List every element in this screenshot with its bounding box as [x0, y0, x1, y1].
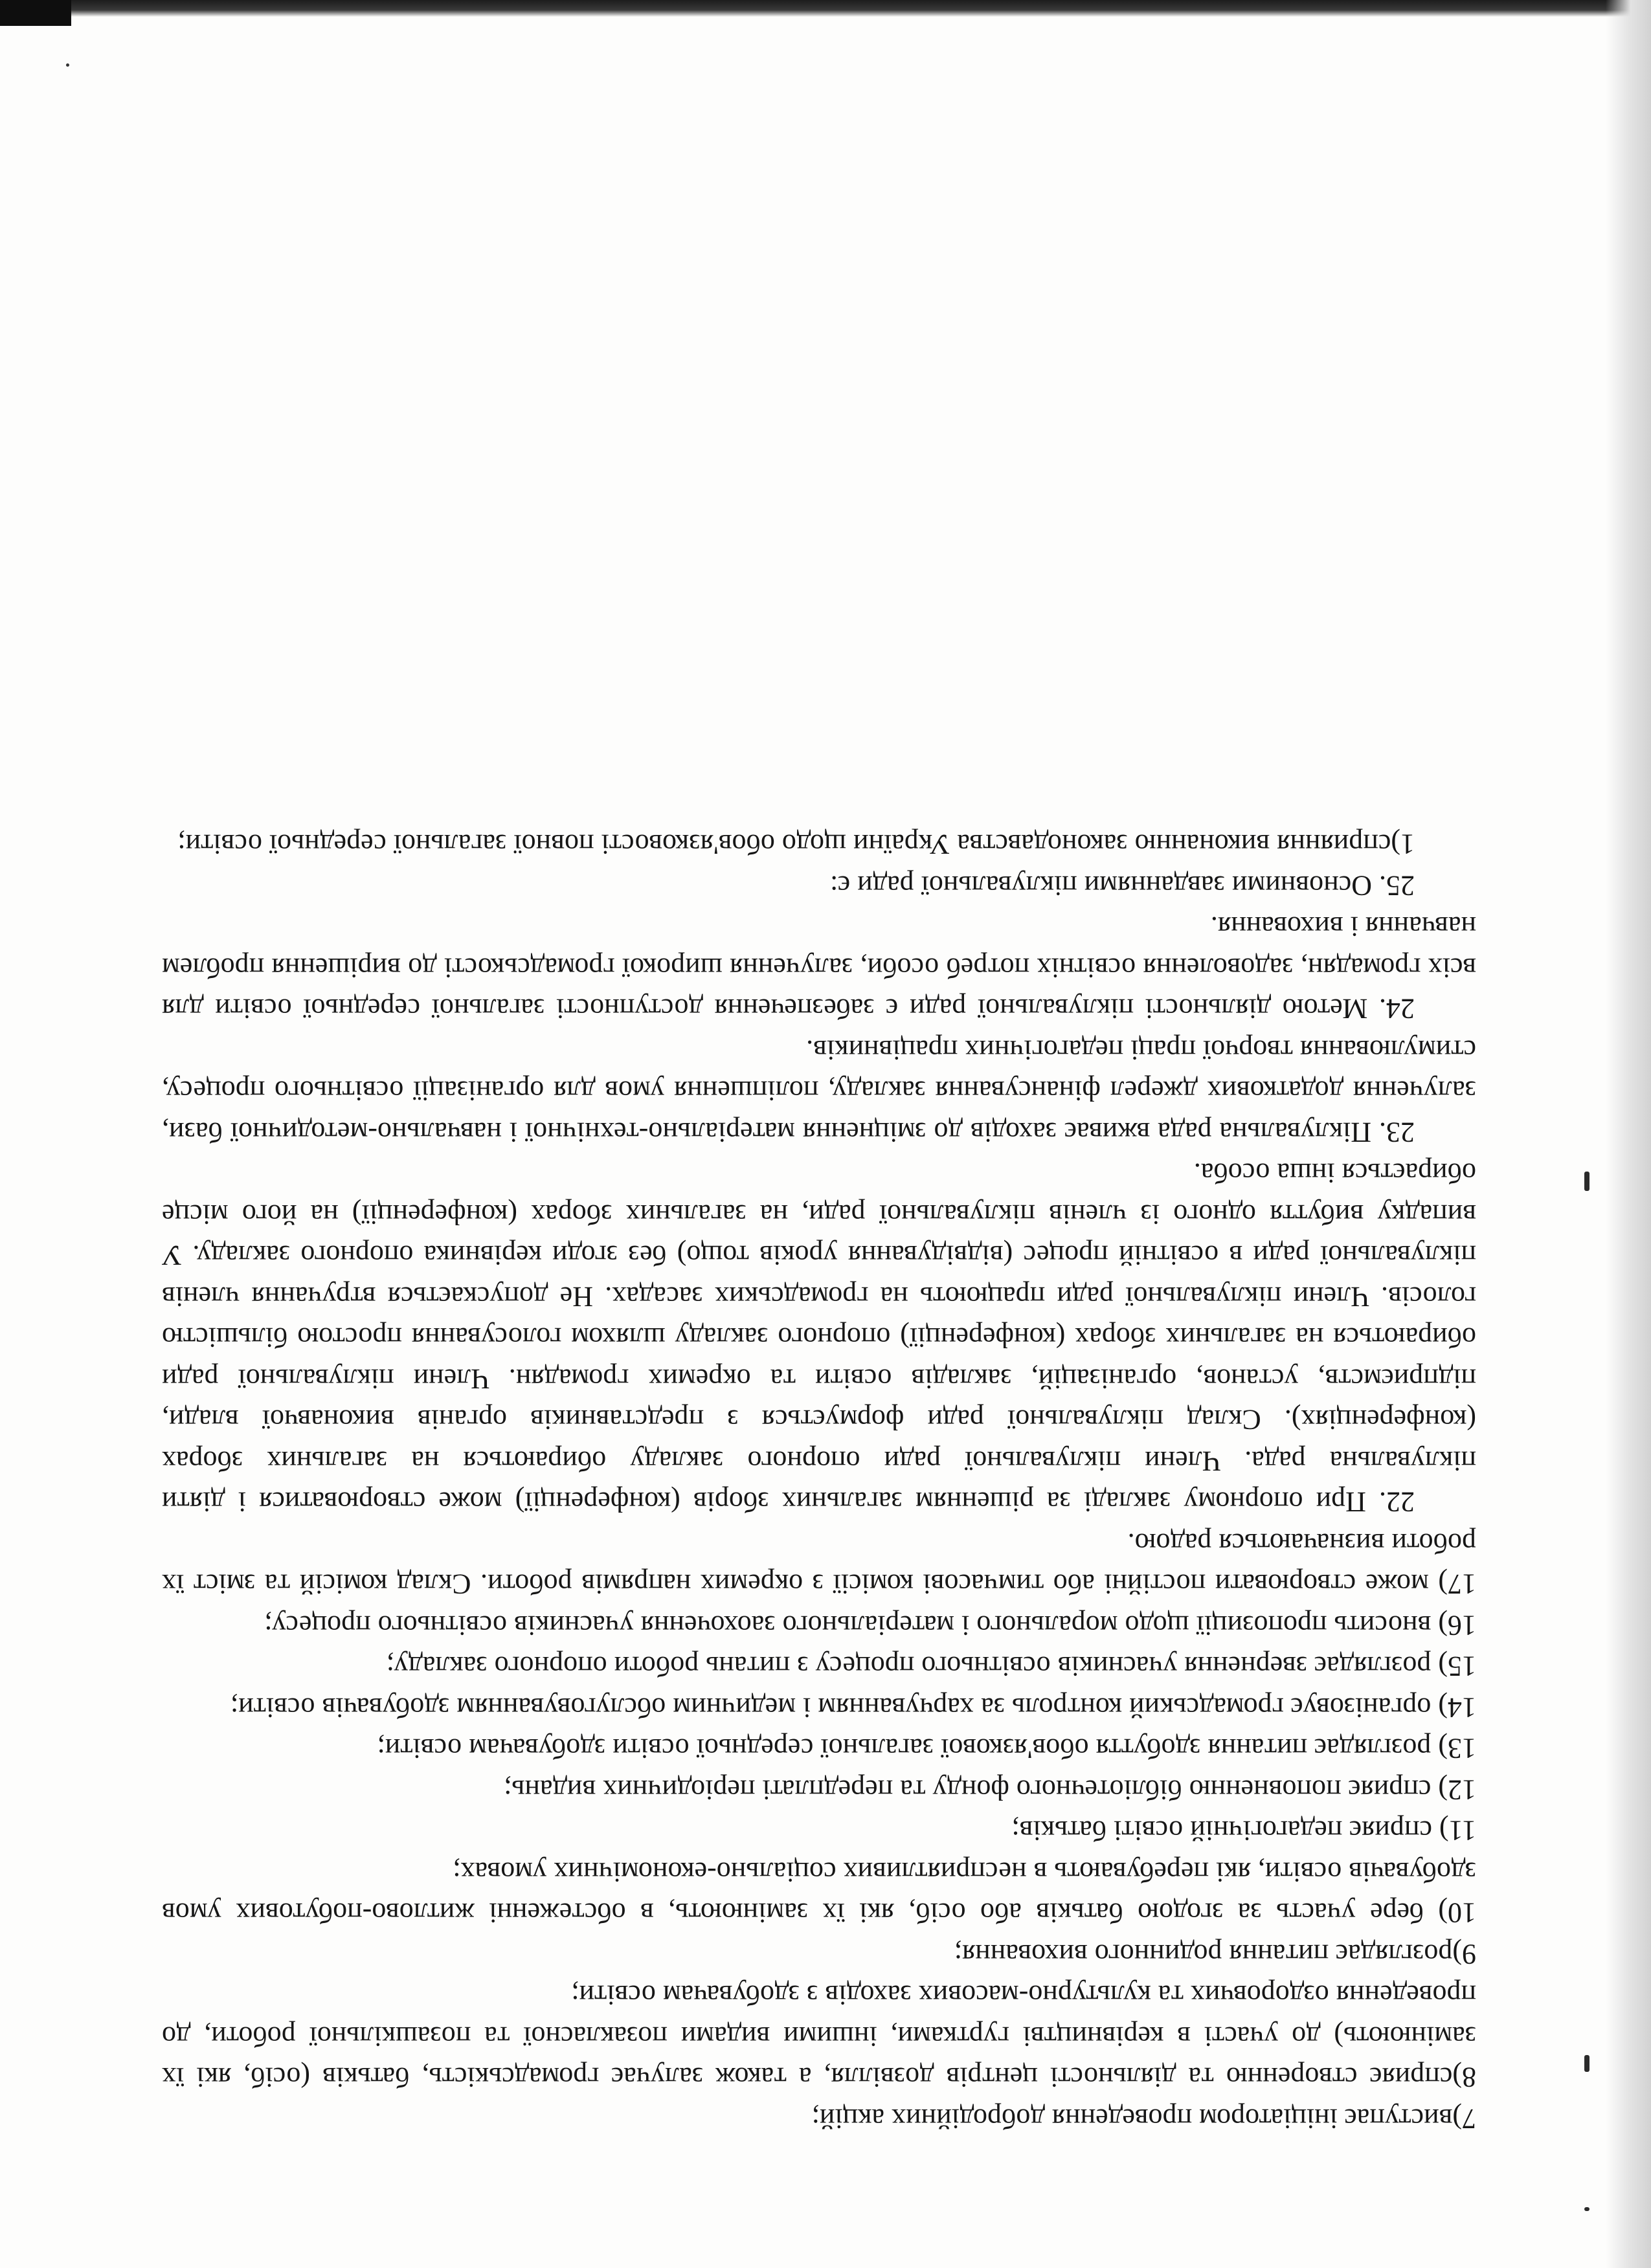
list-item-14: 14) організовує громадський контроль за харчуванням і медичним обслуговуванням здобувачів освіти;	[230, 1692, 1476, 1724]
list-item-12: 12) сприяє поповненню бібліотечного фонду та передплаті періодичних видань;	[504, 1774, 1476, 1806]
binding-mark	[1584, 2207, 1589, 2211]
list-item-17: 17) може створювати постійні або тимчасові комісії з окремих напрямів роботи. Склад комісій та зміст їх роботи визначаються радою.	[162, 1528, 1476, 1601]
list-item-10: 10) бере участь за згодою батьків або осіб, які їх замінюють, в обстеженні житлово-побутових умов здобувачів освіти, які перебувають в несприятливих соціально-економічних умовах;	[162, 1856, 1476, 1929]
clause-22: 22. При опорному закладі за рішенням загальних зборів (конференції) може створюватися і діяти піклувальна рада. Члени піклувальної ради опорного закладу обираються на загальних зборах (конференціях). Склад піклувальної ради формується з представників органів виконавчої влади, підприємств, установ, організацій, закладів освіти та окремих громадян. Члени піклувальної ради обираються на загальних зборах (конференції) опорного закладу шляхом голосування простою більшістю голосів. Члени піклувальної ради працюють на громадських засадах. Не допускається втручання членів піклувальної ради в освітній процес (відвідування уроків тощо) без згоди керівника опорного закладу. У випадку вибуття одного із членів піклувальної ради, на загальних зборах (конференції) на його місце обирається інша особа.	[162, 1157, 1476, 1518]
list-item-9: 9)розглядає питання родинного виховання;	[954, 1939, 1476, 1970]
clause-25-item-1: 1)сприяння виконанню законодавства України щодо обов'язковості повної загальної середньої освіти;	[177, 828, 1415, 861]
scan-top-shadow	[0, 0, 1651, 17]
clause-23: 23. Піклувальна рада вживає заходів до зміцнення матеріально-технічної і навчально-методичної бази, залучення додаткових джерел фінансування закладу, поліпшення умов для організації освітнього процесу, стимулювання творчої праці педагогічних працівників.	[162, 1034, 1476, 1148]
scan-right-edge	[1606, 0, 1651, 2268]
list-item-8: 8)сприяє створенню та діяльності центрів дозвілля, а також залучає громадськість, батьків (осіб, які їх замінюють) до участі в керівництві гуртками, іншими видами позакласної та позашкільної роботи, до проведення оздоровчих та культурно-масових заходів з здобувачам освіти;	[162, 1979, 1476, 2094]
list-item-13: 13) розглядає питання здобуття обов'язкової загальної середньої освіти здобувачам освіти;	[377, 1733, 1476, 1765]
list-item-7: 7)виступає ініціатором проведення добродійних акцій;	[811, 2103, 1476, 2135]
scan-corner-shadow	[0, 0, 71, 26]
list-item-11: 11) сприяє педагогічній освіті батьків;	[1011, 1815, 1476, 1847]
list-item-15: 15) розглядає звернення учасників освітнього процесу з питань роботи опорного закладу;	[386, 1651, 1476, 1683]
scan-speck	[66, 63, 69, 67]
binding-mark	[1584, 1172, 1589, 1191]
clause-25: 25. Основними завданнями піклувальної ради є:	[830, 870, 1415, 902]
list-item-16: 16) вносить пропозиції щодо морального і матеріального заохочення учасників освітнього процесу;	[264, 1610, 1476, 1641]
clause-24: 24. Метою діяльності піклувальної ради є забезпечення доступності загальної середньої освіти для всіх громадян, задоволення освітніх потреб особи, залучення широкої громадськості до вирішення проблем навчання і виховання.	[162, 911, 1476, 1025]
document-body	[162, 184, 1476, 2139]
binding-mark	[1584, 2055, 1589, 2072]
